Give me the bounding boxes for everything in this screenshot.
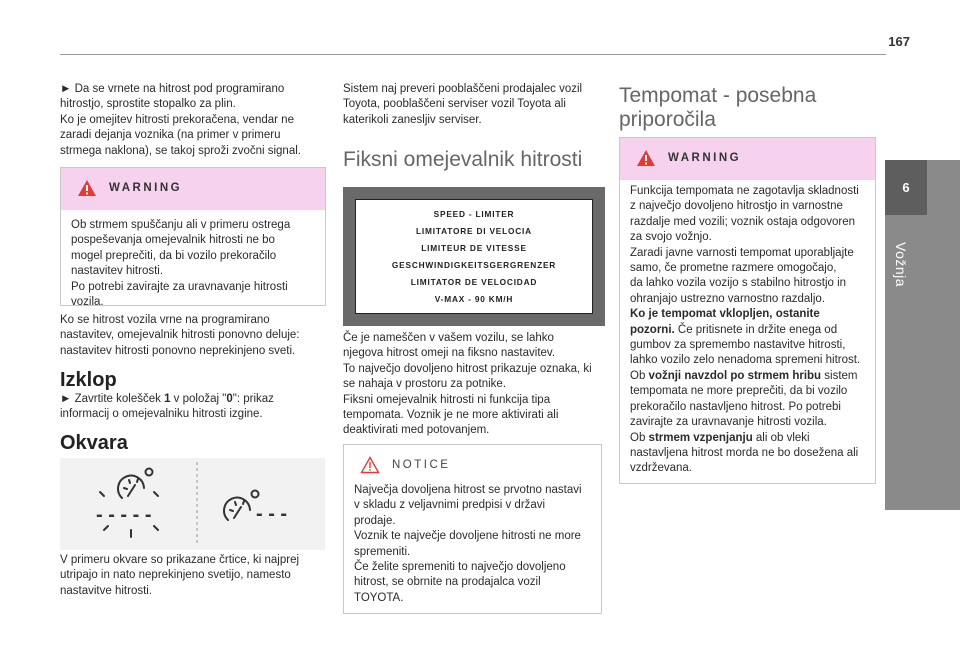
text-line: nastavitev hitrosti. [71,265,164,278]
text-line: vzdrževana. [630,462,693,475]
notice-triangle-icon [360,456,380,474]
text-line: Če želite spremeniti to največjo dovoljeno [354,561,566,574]
col1-intro [60,82,330,159]
text-line [60,392,335,407]
text-line: gumbov za spremembo nastavitve hitrosti, [630,339,846,352]
plate-line: V-MAX - 90 KM/H [434,294,514,304]
text-span: ali ob vleki [752,431,810,444]
cruise-warning-box [619,137,876,484]
plate-line: GESCHWINDIGKEITSGERGRENZER [391,260,557,270]
warning-label: WARNING [109,182,183,194]
warning-box [60,167,326,309]
notice-body [344,483,601,614]
text-line: V primeru okvare so prikazane črtice, ki najprej [60,554,300,566]
text-line: Fiksni omejevalnik hitrosti ni funkcija tipa [343,393,551,406]
izklop-heading: Izklop [60,369,117,391]
text-line: mogel preprečiti, da bi vozilo prekoračilo [71,249,277,262]
cruise-heading [619,84,879,132]
text-line: hitrost, se obrnite na prodajalca vozil [354,576,541,589]
plate-line: LIMITATORE DI VELOCIA [416,226,532,236]
text-line: prekoračilo nastavljeno hitrost. Po potrebi [630,400,841,413]
text-line: Po potrebi zavirajte za uravnavanje hitrosti [71,280,288,293]
warning-triangle-icon [636,149,656,167]
text-span: v položaj " [170,393,227,405]
text-line: Sistem naj preveri pooblaščeni prodajalec vozil [343,83,583,95]
warning-header [620,138,875,180]
warning-label: WARNING [668,152,742,164]
text-line: za svojo vožnjo. [630,231,712,244]
text-line: spremeniti. [354,545,411,558]
text-line: hitrostjo, sprostite stopalko za plin. [60,98,236,111]
text-line: deaktivirati med potovanjem. [343,424,490,437]
warning-body [620,180,875,485]
warning-triangle-icon [77,179,97,197]
izklop-text [60,392,335,423]
plate-label [355,199,593,314]
text-line: zaradi dejanja voznika (na primer v primeru [60,129,281,142]
text-span: Ob [630,369,649,382]
col1-after-warning [60,313,335,359]
text-line [630,431,865,446]
text-line: njegova hitrost omeji na fiksno nastavitev. [343,347,556,360]
text-line: tempomata. Voznik je ne more aktivirati ali [343,409,559,422]
text-line: nastavitev, omejevalnik hitrosti ponovno deluje: [60,329,300,342]
text-line: Zaradi javne varnosti tempomat uporabljajte [630,246,854,259]
text-line: katerikoli zanesljiv serviser. [343,113,482,126]
text-line: nastavljena hitrost morda ne bo dosežena ali [630,446,859,459]
text-line: TOYOTA. [354,591,404,604]
text-line: To največjo dovoljeno hitrost prikazuje oznaka, ki [343,362,592,375]
warning-body [61,210,325,318]
speed-limiter-plate [343,187,605,326]
text-line: ohranjajo ustrezno varnostno razdaljo. [630,292,825,305]
text-line: samo, če prometne razmere omogočajo, [630,262,837,275]
text-bold: strmem vzpenjanju [648,431,753,444]
text-span: Ob [630,431,649,444]
text-line [630,323,865,338]
chapter-number: 6 [885,160,927,215]
speedometer-icon [60,458,325,550]
heading-line: Tempomat - posebna [619,84,817,107]
text-line: ► Da se vrnete na hitrost pod programirano [60,83,285,95]
fixed-limiter-heading: Fiksni omejevalnik hitrosti [343,148,583,171]
plate-line: LIMITEUR DE VITESSE [421,243,527,253]
text-line: prodaje. [354,514,396,527]
notice-box [343,444,602,614]
gauge-dashes-right: - - - [256,503,288,525]
text-line: vozila. [71,296,104,309]
text-line: se nahaja v prostoru za potnike. [343,378,507,391]
text-line: z največjo dovoljeno hitrostjo in varnostne [630,200,843,213]
text-line: Voznik te največje dovoljene hitrosti ne more [354,530,581,543]
text-span: Če pritisnete in držite enega od [674,323,838,336]
text-bold: Ko je tempomat vklopljen, ostanite [630,308,820,321]
text-line: Ob strmem spuščanju ali v primeru ostrega [71,219,291,231]
chapter-tab [885,160,960,510]
text-line: Funkcija tempomata ne zagotavlja skladnosti [630,185,859,197]
plate-line: SPEED - LIMITER [433,209,515,219]
text-bold: 1 [164,393,171,405]
okvara-heading: Okvara [60,432,128,454]
chapter-title: Vožnja [893,242,909,288]
plate-line: LIMITATOR DE VELOCIDAD [410,277,538,287]
heading-line: priporočila [619,108,716,131]
text-line [630,307,865,322]
text-line: informacij o omejevalniku hitrosti izgine. [60,408,263,421]
text-line: Največja dovoljena hitrost se prvotno nastavi [354,484,582,496]
notice-header [344,445,601,483]
gauge-illustration [60,458,325,550]
text-line: pospeševanja omejevalnik hitrosti ne bo [71,234,275,247]
text-line: zavirajte za uravnavanje hitrosti vozila. [630,416,827,429]
text-line: razdalje med vozili; voznik ostaja odgovoren [630,215,856,228]
text-line: v skladu z veljavnimi predpisi v državi [354,499,546,512]
text-line [630,369,865,384]
text-line: Toyota, pooblaščeni serviser vozil Toyota ali [343,98,566,111]
text-line: Če je nameščen v vašem vozilu, se lahko [343,332,554,344]
notice-label: NOTICE [392,459,451,471]
text-span: sistem [821,369,858,382]
text-bold: vožnji navzdol po strmem hribu [648,369,822,382]
text-line: utripajo in nato neprekinjeno svetijo, namesto [60,569,291,582]
col2-intro [343,82,608,128]
gauge-dashes-left: - - - - - [96,504,152,526]
page-number: 167 [888,34,910,49]
text-span: ► Zavrtite kolešček [60,393,165,405]
text-line: lahko vozilo zelo nenadoma spremeni hitrost. [630,354,861,367]
fixed-limiter-text [343,331,611,439]
text-line: Ko se hitrost vozila vrne na programirano [60,314,270,326]
text-line: strmega naklona), se takoj sproži zvočni signal. [60,144,301,157]
text-line: nastavitev hitrosti ponovno neprekinjeno sveti. [60,344,296,357]
text-bold: 0 [226,393,233,405]
text-line: tempomata ne more preprečiti, da bi vozilo [630,385,848,398]
text-line: nastavitve hitrosti. [60,584,153,597]
header-divider [60,54,886,55]
text-line: Ko je omejitev hitrosti prekoračena, vendar ne [60,113,294,126]
text-span: ": prikaz [232,393,274,405]
warning-header [61,168,325,210]
okvara-text [60,553,335,599]
text-line: da lahko vozila vozijo s stabilno hitrostjo in [630,277,847,290]
text-bold: pozorni. [630,323,675,336]
